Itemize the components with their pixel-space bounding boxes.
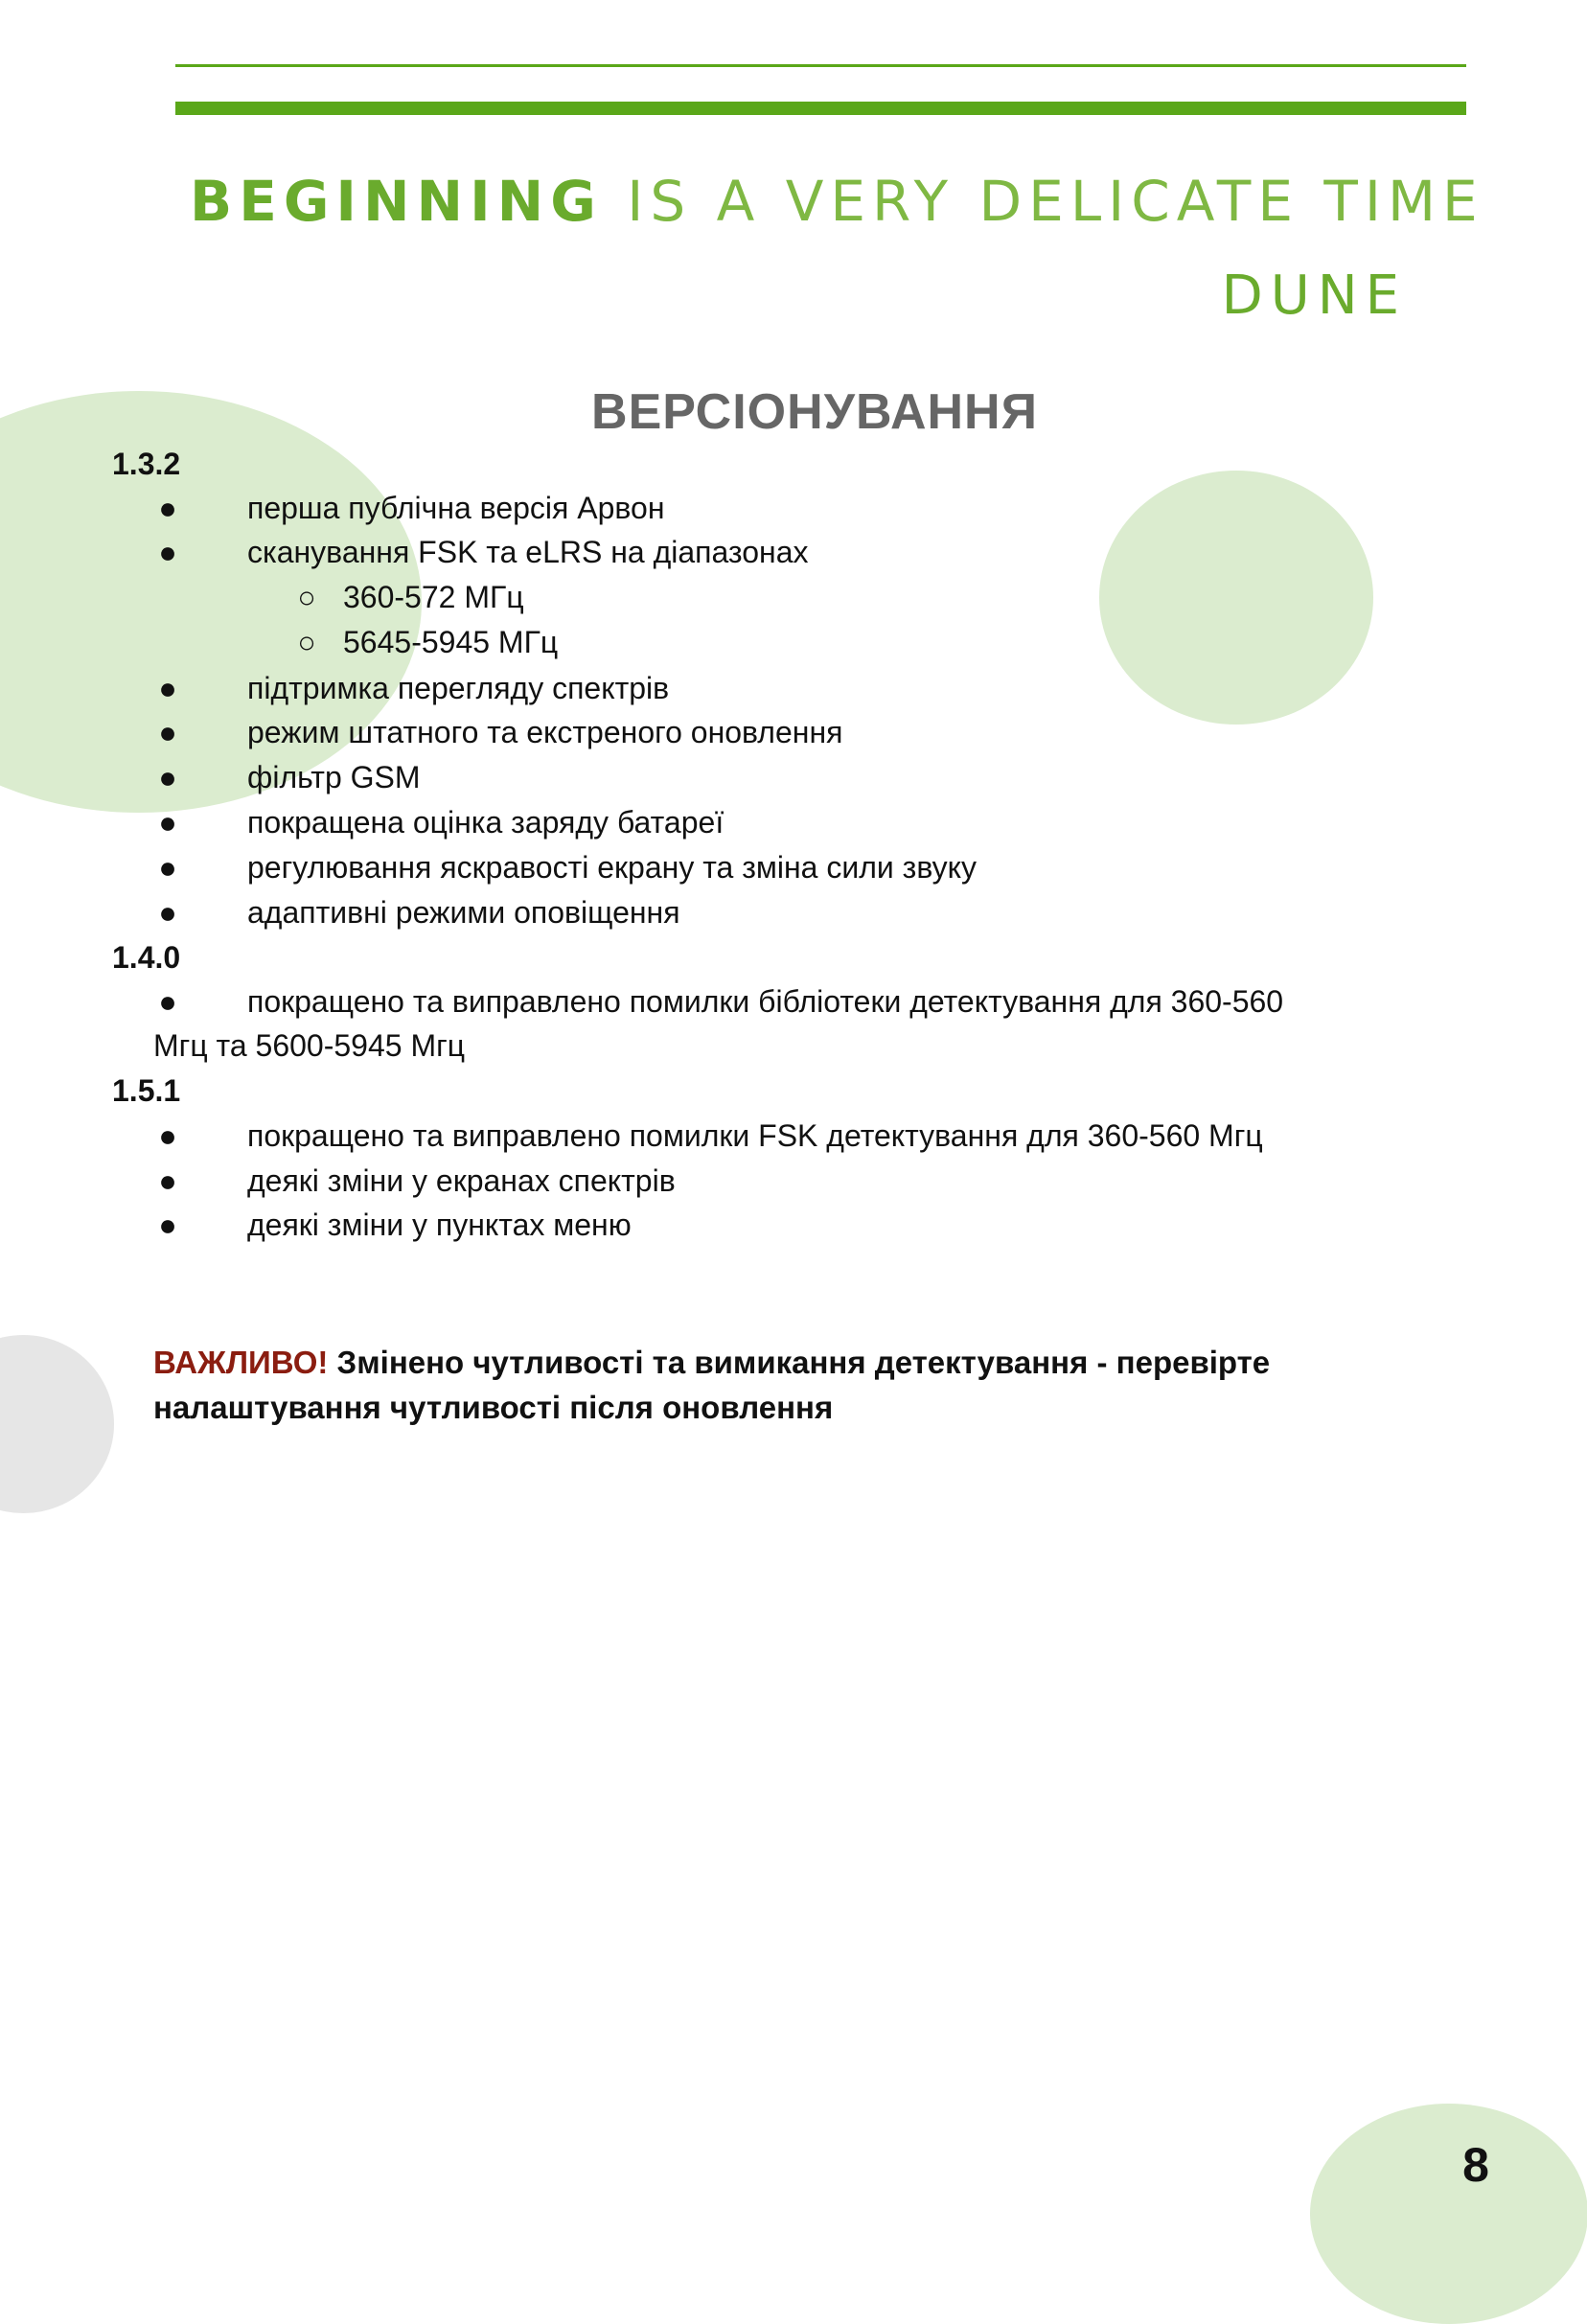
list-item-text: деякі зміни у екранах спектрів — [247, 1163, 676, 1198]
list-item-text: регулювання яскравості екрану та зміна сили звуку — [247, 850, 977, 885]
list-item-text: деякі зміни у пунктах меню — [247, 1208, 632, 1242]
version-heading: 1.4.0 — [112, 940, 181, 975]
bullet-icon: ● — [158, 535, 177, 569]
list-item-text: 5645-5945 МГц — [343, 625, 559, 659]
list-item-text: адаптивні режими оповіщення — [247, 895, 680, 930]
list-item-text: режим штатного та екстреного оновлення — [247, 715, 843, 749]
bullet-icon: ● — [158, 760, 177, 794]
bullet-icon: ● — [158, 805, 177, 840]
bullet-icon: ● — [158, 1163, 177, 1198]
list-item-text: сканування FSK та eLRS на діапазонах — [247, 535, 809, 569]
circle-bullet-icon: ○ — [297, 625, 316, 659]
bullet-icon: ● — [158, 715, 177, 749]
list-item-text: покращена оцінка заряду батареї — [247, 805, 724, 840]
list-item-text: перша публічна версія Арвон — [247, 491, 665, 525]
header-quote-strong: BEGINNING — [190, 169, 603, 234]
list-item-text: покращено та виправлено помилки бібліотеки детектування для 360-560 — [247, 984, 1284, 1019]
header-rule-thick — [175, 102, 1466, 115]
bullet-icon: ● — [158, 1118, 177, 1153]
bullet-icon: ● — [158, 984, 177, 1019]
important-text: Змінено чутливості та вимикання детектування - перевірте налаштування чутливості після оновлення — [153, 1345, 1271, 1425]
version-heading: 1.5.1 — [112, 1073, 181, 1108]
bullet-icon: ● — [158, 850, 177, 885]
list-item-text: 360-572 МГц — [343, 580, 524, 614]
header-quote-rest: IS A VERY DELICATE TIME — [602, 169, 1484, 234]
decorative-circle-grey — [0, 1335, 114, 1513]
header-attribution: DUNE — [1221, 265, 1407, 327]
important-label: ВАЖЛИВО! — [153, 1345, 329, 1380]
list-item-continuation: Мгц та 5600-5945 Мгц — [153, 1028, 466, 1063]
header-quote — [190, 169, 1484, 234]
list-item-text: підтримка перегляду спектрів — [247, 671, 670, 705]
page-number: 8 — [1462, 2138, 1489, 2192]
bullet-icon: ● — [158, 895, 177, 930]
bullet-icon: ● — [158, 671, 177, 705]
page-title: ВЕРСІОНУВАННЯ — [591, 384, 1038, 440]
list-item-text: покращено та виправлено помилки FSK детектування для 360-560 Мгц — [247, 1118, 1263, 1153]
list-item-text: фільтр GSM — [247, 760, 421, 794]
version-heading: 1.3.2 — [112, 447, 181, 481]
bullet-icon: ● — [158, 491, 177, 525]
circle-bullet-icon: ○ — [297, 580, 316, 614]
important-note — [153, 1340, 1495, 1430]
bullet-icon: ● — [158, 1208, 177, 1242]
header-rule-thin — [175, 64, 1466, 67]
decorative-circle-right — [1099, 471, 1373, 725]
